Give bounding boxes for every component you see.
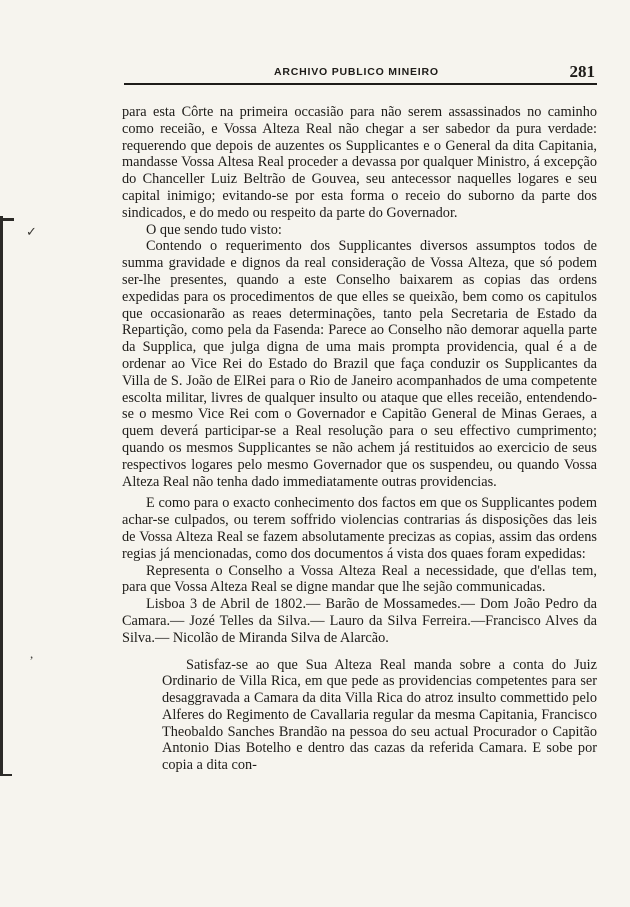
margin-bracket-line (0, 216, 3, 776)
header-rule (124, 83, 597, 85)
page-number: 281 (569, 62, 595, 81)
paragraph-5: Representa o Conselho a Vossa Alteza Real a necessidade, que d'ellas tem, para que Vossa Alteza Real se digne mandar que lhe sejão communicadas. (122, 562, 597, 596)
page-header (124, 62, 597, 84)
paragraph-2: O que sendo tudo visto: (146, 221, 282, 238)
paragraph-1: para esta Côrte na primeira occasião para não serem assassinados no caminho como receião, e Vossa Alteza Real não chegar a ser sabedor da pura verdade: requerendo que depois de auzentes os Supplicantes e o General da dita Capitania, mandasse Vossa Altesa Real proceder a devassa por qualquer Ministro, á excepção do Chanceller Luiz Beltrão de Gouvea, seu antecessor naquelles logares e seu capital inimigo; evitando-se por esta forma o receio do suborno da parte dos sindicados, e do medo ou respeito da parte do Governador. (122, 104, 597, 221)
body-text (122, 104, 597, 774)
margin-tick-mark: ✓ (26, 224, 37, 239)
running-title: ARCHIVO PUBLICO MINEIRO (274, 66, 439, 78)
margin-tick-mark: , (30, 646, 34, 661)
paragraph-7: Satisfaz-se ao que Sua Alteza Real manda sobre a conta do Juiz Ordinario de Villa Rica, em que pede as providencias competentes para ser desaggravada a Camara da dita Villa Rica do atroz insulto commettido pelo Alferes do Regimento de Cavallaria regular da mesma Capitania, Francisco Theobaldo Sanches Brandão na pessoa do seu actual Procurador o Capitão Antonio Dias Botelho e dentro das cazas da referida Camara. E sobe por copia a dita con- (162, 656, 597, 774)
margin-bracket-bottom (0, 774, 12, 776)
paragraph-3: Contendo o requerimento dos Supplicantes diversos assumptos todos de summa gravidade e dignos da real consideração de Vossa Alteza, que só podem ser-lhe presentes, quando a este Conselho baixarem as copias das ordens expedidas para os procedimentos de que elles se queixão, bem como os capitulos que occasionarão as reaes determinações, tanto pela Secretaria de Estado da Repartição, como pela da Fasenda: Parece ao Conselho não demorar aquella parte da Supplica, que julga digna de uma mais prompta providencia, qual é a de ordenar ao Vice Rei do Estado do Brazil que faça conduzir os Supplicantes da Villa de S. João de ElRei para o Rio de Janeiro acompanhados de uma competente escolta militar, livres de qualquer insulto ou ataque que elles receião, entendendo-se o mesmo Vice Rei com o Governador e Capitão General de Minas Geraes, a quem deverá participar-se a Real resolução para o seu effectivo cumprimento; quando os mesmos Supplicantes se não achem já restituidos ao exercicio de seus respectivos logares pelo mesmo Governador que os suspendeu, ou quando Vossa Alteza Real não tenha dado immediatamente outras providencias. (122, 238, 597, 490)
margin-bracket-top (0, 218, 14, 221)
paragraph-4: E como para o exacto conhecimento dos factos em que os Supplicantes podem achar-se culpados, ou terem soffrido violencias contrarias ás disposições das leis de Vossa Alteza Real se fazem absolutamente precizas as copias, assim das ordens regias já mencionadas, como dos documentos á vista dos quaes foram expedidas: (122, 495, 597, 562)
signature-paragraph: Lisboa 3 de Abril de 1802.— Barão de Mossamedes.— Dom João Pedro da Camara.— Jozé Telles da Silva.— Lauro da Silva Ferreira.—Francisco Alves da Silva.— Nicolão de Miranda Silva de Alarcão. (122, 596, 597, 646)
